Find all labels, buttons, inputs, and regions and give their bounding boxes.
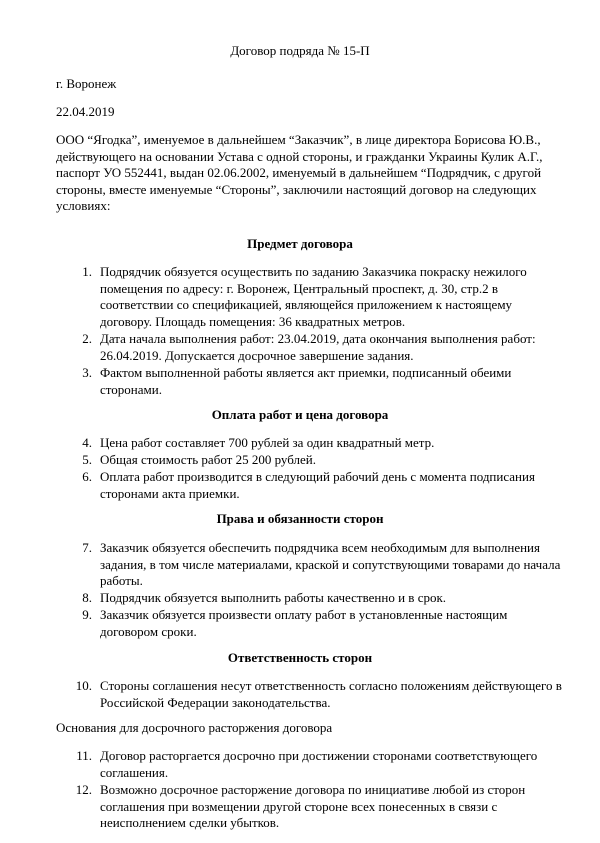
item-text: Цена работ составляет 700 рублей за один квадратный метр. — [100, 435, 435, 450]
item-text: Подрядчик обязуется выполнить работы качественно и в срок. — [100, 590, 447, 605]
intro-line: действующего на основании Устава с одной стороны, и гражданки Украины Кулик А.Г., — [56, 148, 543, 164]
section-heading: Ответственность сторон — [227, 650, 373, 665]
item-text: Договор расторгается досрочно при достижении сторонами соответствующего соглашения. — [100, 748, 538, 780]
section-heading: Предмет договора — [247, 236, 353, 251]
item-text: Фактом выполненной работы является акт приемки, подписанный обеими сторонами. — [100, 365, 512, 397]
termination-heading: Основания для досрочного расторжения договора — [56, 720, 333, 735]
item-number: 2. — [82, 331, 92, 346]
item-text: Заказчик обязуется произвести оплату работ в установленные настоящим договором сроки. — [100, 607, 508, 639]
item-number: 10. — [75, 678, 92, 693]
section-heading: Права и обязанности сторон — [216, 511, 384, 526]
item-text: Оплата работ производится в следующий рабочий день с момента подписания сторонами акта приемки. — [100, 469, 535, 501]
item-text: Возможно досрочное расторжение договора по инициативе любой из сторон соглашения при возмещении другой стороне всех понесенных в связи с неисполнением сделки убытков. — [100, 782, 526, 830]
intro-line: ООО “Ягодка”, именуемое в дальнейшем “Заказчик”, в лице директора Борисова Ю.В., — [56, 132, 541, 147]
item-number: 1. — [82, 264, 92, 279]
item-text: Заказчик обязуется обеспечить подрядчика всем необходимым для выполнения задания, в том числе материалами, краской и сопутствующими товарами до начала работы. — [100, 540, 561, 588]
intro-line: паспорт УО 552441, выдан 02.06.2002, именуемый в дальнейшем “Подрядчик, с другой — [56, 165, 542, 180]
item-number: 5. — [82, 452, 92, 467]
item-number: 6. — [82, 469, 92, 484]
item-number: 3. — [82, 365, 92, 380]
document-city: г. Воронеж — [56, 76, 117, 91]
intro-line: стороны, вместе именуемые “Стороны”, заключили настоящий договор на следующих — [56, 181, 537, 197]
item-number: 8. — [82, 590, 92, 605]
item-text: Дата начала выполнения работ: 23.04.2019, дата окончания выполнения работ: 26.04.2019. Допускается досрочное завершение задания. — [100, 331, 536, 363]
item-number: 4. — [82, 435, 92, 450]
intro-paragraph — [56, 132, 576, 215]
item-number: 9. — [82, 607, 92, 622]
document-title: Договор подряда № 15-П — [230, 43, 370, 58]
item-number: 11. — [76, 748, 92, 763]
item-text: Общая стоимость работ 25 200 рублей. — [100, 452, 316, 467]
item-text: Подрядчик обязуется осуществить по заданию Заказчика покраску нежилого помещения по адресу: г. Воронеж, Центральный проспект, д. 30, стр.2 в соответствии со спецификацией, являющейся приложением к настоящему договору. Площадь помещения: 36 квадратных метров. — [100, 264, 527, 329]
item-number: 7. — [82, 540, 92, 555]
document-date: 22.04.2019 — [56, 104, 115, 119]
item-number: 12. — [75, 782, 92, 797]
section-heading: Оплата работ и цена договора — [211, 407, 389, 422]
intro-line: условиях: — [56, 198, 111, 213]
item-text: Стороны соглашения несут ответственность согласно положениям действующего в Российской Федерации законодательства. — [100, 678, 562, 710]
